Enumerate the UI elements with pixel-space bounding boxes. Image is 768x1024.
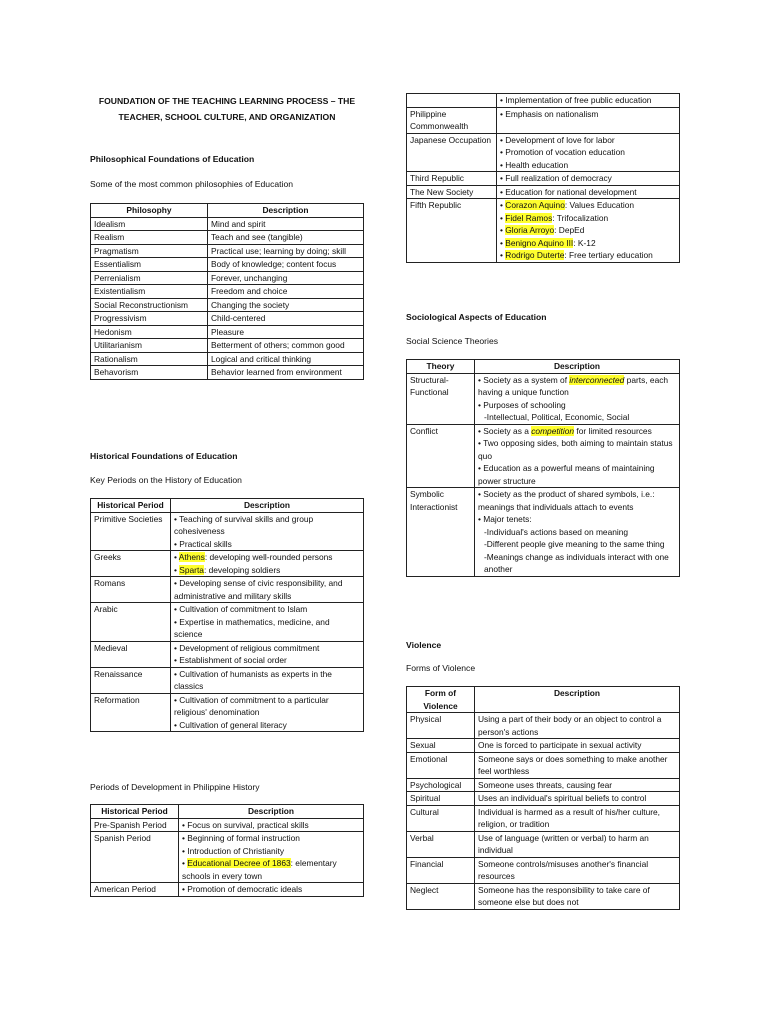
philosophy-description: Mind and spirit	[208, 217, 364, 231]
description-line: • Purposes of schooling	[478, 399, 566, 410]
period-description	[497, 94, 680, 108]
description-line: • Benigno Aquino III: K-12	[500, 237, 596, 248]
table-row	[407, 424, 680, 488]
description-line: • Cultivation of commitment to a particular religious' denomination	[174, 694, 329, 717]
description-line: • Beginning of formal instruction	[182, 833, 300, 843]
table-row	[407, 792, 680, 806]
philosophy-description: Teach and see (tangible)	[208, 231, 364, 245]
column-header: Description	[475, 360, 680, 374]
theory-name: Conflict	[407, 424, 475, 488]
description-line: • Two opposing sides, both aiming to maintain status quo	[478, 438, 673, 461]
philosophy-table	[90, 203, 364, 380]
description-line: • Promotion of vocation education	[500, 147, 625, 157]
table-row	[91, 339, 364, 353]
description-line: • Implementation of free public education	[500, 95, 652, 105]
historical-heading: Historical Foundations of Education	[90, 451, 238, 461]
table-row	[91, 551, 364, 577]
table-header-row	[91, 805, 364, 819]
philippine-periods-table-part2	[406, 93, 680, 263]
philosophy-description: Logical and critical thinking	[208, 352, 364, 366]
column-header: Philosophy	[91, 204, 208, 218]
table-row	[91, 832, 364, 883]
table-row	[91, 352, 364, 366]
philosophy-name: Perrenialism	[91, 271, 208, 285]
highlighted-term: Corazon Aquino	[505, 200, 565, 210]
description-line: • Fidel Ramos: Trifocalization	[500, 212, 609, 223]
period-description	[497, 172, 680, 186]
period-description	[171, 551, 364, 577]
period-description	[171, 577, 364, 603]
description-line: • Focus on survival, practical skills	[182, 819, 309, 830]
highlighted-term: Educational Decree of 1863	[187, 858, 291, 868]
column-header: Description	[208, 204, 364, 218]
table-row	[407, 133, 680, 172]
description-line: • Practical skills	[174, 538, 232, 549]
column-header: Description	[171, 499, 364, 513]
table-header-row	[91, 204, 364, 218]
philosophy-name: Social Reconstructionism	[91, 298, 208, 312]
table-row	[407, 752, 680, 778]
table-row	[407, 488, 680, 577]
period-name: Japanese Occupation	[407, 133, 497, 172]
description-line: • Development of love for labor	[500, 134, 615, 145]
description-text: : Trifocalization	[552, 212, 609, 223]
table-row	[407, 831, 680, 857]
theory-name: Structural-Functional	[407, 373, 475, 424]
description-line: -Individual's actions based on meaning	[484, 526, 629, 537]
period-description	[171, 641, 364, 667]
theory-name: Symbolic Interactionist	[407, 488, 475, 577]
description-line: • Cultivation of commitment to Islam	[174, 604, 308, 614]
description-text: : Free tertiary education	[564, 250, 653, 260]
period-name: Primitive Societies	[91, 512, 171, 551]
description-line: • Education as a powerful means of maintaining power structure	[478, 463, 655, 486]
period-name: Medieval	[91, 641, 171, 667]
period-name: Greeks	[91, 551, 171, 577]
social-theories-table	[406, 359, 680, 577]
column-header: Form of Violence	[407, 687, 475, 713]
philosophy-name: Behavorism	[91, 366, 208, 380]
highlighted-term: Gloria Arroyo	[505, 225, 555, 235]
period-description	[171, 603, 364, 642]
table-row	[407, 199, 680, 263]
document-title: FOUNDATION OF THE TEACHING LEARNING PROCESS – THE TEACHER, SCHOOL CULTURE, AND ORGANIZATION	[98, 96, 356, 122]
table-header-row	[407, 360, 680, 374]
table-row	[91, 231, 364, 245]
description-line: • Cultivation of general literacy	[174, 719, 287, 730]
table-row	[91, 883, 364, 897]
description-line	[478, 374, 676, 399]
table-row	[91, 366, 364, 380]
description-line: • Promotion of democratic ideals	[182, 884, 303, 894]
description-line: • Full realization of democracy	[500, 173, 612, 183]
description-text: : elementary schools in every town	[182, 858, 337, 881]
description-line: • Emphasis on nationalism	[500, 108, 599, 119]
highlighted-term: Fidel Ramos	[505, 212, 553, 223]
table-row	[91, 285, 364, 299]
table-row	[91, 667, 364, 693]
description-line: • Corazon Aquino: Values Education	[500, 200, 635, 210]
philosophy-name: Pragmatism	[91, 244, 208, 258]
description-text: • Society as a system of	[478, 374, 570, 385]
table-row	[407, 739, 680, 753]
table-row	[407, 185, 680, 199]
description-line: • Athens: developing well-rounded persons	[174, 552, 333, 562]
philosophy-description: Child-centered	[208, 312, 364, 326]
philosophy-description: Freedom and choice	[208, 285, 364, 299]
violence-description: Uses an individual's spiritual beliefs to control	[475, 792, 680, 806]
table-row	[407, 107, 680, 133]
philosophy-description: Behavior learned from environment	[208, 366, 364, 380]
violence-heading: Violence	[406, 640, 442, 650]
period-name: Romans	[91, 577, 171, 603]
theory-description	[475, 373, 680, 424]
table-row	[91, 603, 364, 642]
table-row	[91, 818, 364, 832]
description-line: • Educational Decree of 1863: elementary schools in every town	[182, 858, 337, 881]
description-text: for limited resources	[574, 425, 652, 436]
description-line: • Developing sense of civic responsibility, and administrative and military skills	[174, 578, 343, 601]
violence-description: Using a part of their body or an object to control a person's actions	[475, 713, 680, 739]
violence-description: One is forced to participate in sexual activity	[475, 739, 680, 753]
highlighted-term: Sparta	[179, 564, 204, 575]
philosophy-name: Progressivism	[91, 312, 208, 326]
philosophy-description: Body of knowledge; content focus	[208, 258, 364, 272]
violence-description: Someone says or does something to make another feel worthless	[475, 752, 680, 778]
period-description	[497, 133, 680, 172]
column-header: Historical Period	[91, 805, 179, 819]
table-row	[407, 172, 680, 186]
description-line: • Education for national development	[500, 186, 637, 197]
description-line: • Establishment of social order	[174, 655, 287, 665]
period-name: Renaissance	[91, 667, 171, 693]
violence-form: Financial	[407, 857, 475, 883]
period-description	[179, 832, 364, 883]
philosophy-name: Hedonism	[91, 325, 208, 339]
description-line: • Society as the product of shared symbols, i.e.: meanings that individuals attach to events	[478, 489, 655, 512]
table-row	[407, 883, 680, 909]
period-description	[497, 107, 680, 133]
description-text: : Values Education	[564, 200, 635, 210]
philippine-periods-table-part1	[90, 804, 364, 897]
period-description	[497, 199, 680, 263]
column-header: Historical Period	[91, 499, 171, 513]
table-row	[407, 857, 680, 883]
description-text: : developing soldiers	[203, 564, 281, 575]
description-line: • Rodrigo Duterte: Free tertiary education	[500, 250, 653, 260]
column-header: Theory	[407, 360, 475, 374]
philosophical-heading: Philosophical Foundations of Education	[90, 154, 255, 164]
philosophy-description: Betterment of others; common good	[208, 339, 364, 353]
violence-form: Neglect	[407, 883, 475, 909]
table-header-row	[407, 687, 680, 713]
highlighted-term: Rodrigo Duterte	[505, 250, 565, 260]
column-header: Description	[179, 805, 364, 819]
table-row	[407, 778, 680, 792]
description-line: • Teaching of survival skills and group cohesiveness	[174, 513, 314, 536]
violence-form: Sexual	[407, 739, 475, 753]
philippine-caption: Periods of Development in Philippine History	[90, 782, 260, 792]
description-line: • Introduction of Christianity	[182, 845, 285, 856]
philosophy-name: Idealism	[91, 217, 208, 231]
period-name: Pre-Spanish Period	[91, 818, 179, 832]
period-description	[497, 185, 680, 199]
table-row	[407, 805, 680, 831]
period-name: Philippine Commonwealth	[407, 107, 497, 133]
table-row	[91, 512, 364, 551]
description-text: : developing well-rounded persons	[204, 552, 333, 562]
description-text: : K-12	[573, 237, 596, 248]
violence-description: Use of language (written or verbal) to harm an individual	[475, 831, 680, 857]
philosophy-name: Essentialism	[91, 258, 208, 272]
violence-description: Individual is harmed as a result of his/her culture, religion, or tradition	[475, 805, 680, 831]
theory-description	[475, 488, 680, 577]
table-row	[91, 217, 364, 231]
highlighted-term: Benigno Aquino III	[505, 237, 574, 248]
highlighted-term: Athens	[178, 552, 205, 562]
period-name: Reformation	[91, 693, 171, 732]
table-row	[91, 693, 364, 732]
table-row	[91, 325, 364, 339]
table-row	[91, 298, 364, 312]
description-line: • Health education	[500, 159, 569, 170]
period-name: Arabic	[91, 603, 171, 642]
description-line: • Development of religious commitment	[174, 642, 320, 653]
description-line: -Meanings change as individuals interact with one another	[484, 551, 669, 574]
period-name	[407, 94, 497, 108]
philosophy-name: Existentialism	[91, 285, 208, 299]
period-description	[171, 667, 364, 693]
violence-description: Someone has the responsibility to take care of someone else but does not	[475, 883, 680, 909]
table-row	[91, 577, 364, 603]
philosophical-caption: Some of the most common philosophies of Education	[90, 179, 294, 189]
violence-description: Someone uses threats, causing fear	[475, 778, 680, 792]
theory-description	[475, 424, 680, 488]
philosophy-description: Changing the society	[208, 298, 364, 312]
period-name: Spanish Period	[91, 832, 179, 883]
table-row	[91, 258, 364, 272]
table-row	[91, 312, 364, 326]
philosophy-description: Forever, unchanging	[208, 271, 364, 285]
description-line: • Major tenets:	[478, 514, 532, 524]
description-line: -Intellectual, Political, Economic, Social	[484, 412, 630, 422]
period-description	[179, 883, 364, 897]
description-line: • Cultivation of humanists as experts in the classics	[174, 668, 332, 691]
violence-form: Cultural	[407, 805, 475, 831]
period-name: The New Society	[407, 185, 497, 199]
historical-caption: Key Periods on the History of Education	[90, 475, 242, 485]
violence-form: Psychological	[407, 778, 475, 792]
period-description	[171, 512, 364, 551]
table-header-row	[91, 499, 364, 513]
period-name: Fifth Republic	[407, 199, 497, 263]
column-header: Description	[475, 687, 680, 713]
philosophy-description: Pleasure	[208, 325, 364, 339]
period-description	[179, 818, 364, 832]
description-line	[478, 425, 676, 438]
sociological-heading: Sociological Aspects of Education	[406, 312, 547, 322]
table-row	[407, 713, 680, 739]
philosophy-name: Utilitarianism	[91, 339, 208, 353]
philosophy-description: Practical use; learning by doing; skill	[208, 244, 364, 258]
violence-caption: Forms of Violence	[406, 663, 476, 673]
period-name: American Period	[91, 883, 179, 897]
violence-form: Physical	[407, 713, 475, 739]
violence-form: Emotional	[407, 752, 475, 778]
violence-form: Spiritual	[407, 792, 475, 806]
table-row	[407, 373, 680, 424]
description-text: : DepEd	[554, 225, 585, 235]
table-row	[407, 94, 680, 108]
violence-forms-table	[406, 686, 680, 910]
table-row	[91, 641, 364, 667]
description-line: • Sparta: developing soldiers	[174, 564, 281, 575]
description-line: • Gloria Arroyo: DepEd	[500, 225, 585, 235]
history-periods-table	[90, 498, 364, 732]
philosophy-name: Rationalism	[91, 352, 208, 366]
table-row	[91, 271, 364, 285]
sociological-caption: Social Science Theories	[406, 336, 499, 346]
period-description	[171, 693, 364, 732]
description-text: parts, each having a unique function	[478, 374, 669, 397]
violence-form: Verbal	[407, 831, 475, 857]
highlighted-term: competition	[531, 425, 575, 436]
philosophy-name: Realism	[91, 231, 208, 245]
description-line: -Different people give meaning to the same thing	[484, 539, 665, 549]
highlighted-term: interconnected	[569, 374, 625, 385]
period-name: Third Republic	[407, 172, 497, 186]
table-row	[91, 244, 364, 258]
violence-description: Someone controls/misuses another's financial resources	[475, 857, 680, 883]
description-text: • Society as a	[478, 425, 532, 436]
description-line: • Expertise in mathematics, medicine, and science	[174, 616, 330, 639]
